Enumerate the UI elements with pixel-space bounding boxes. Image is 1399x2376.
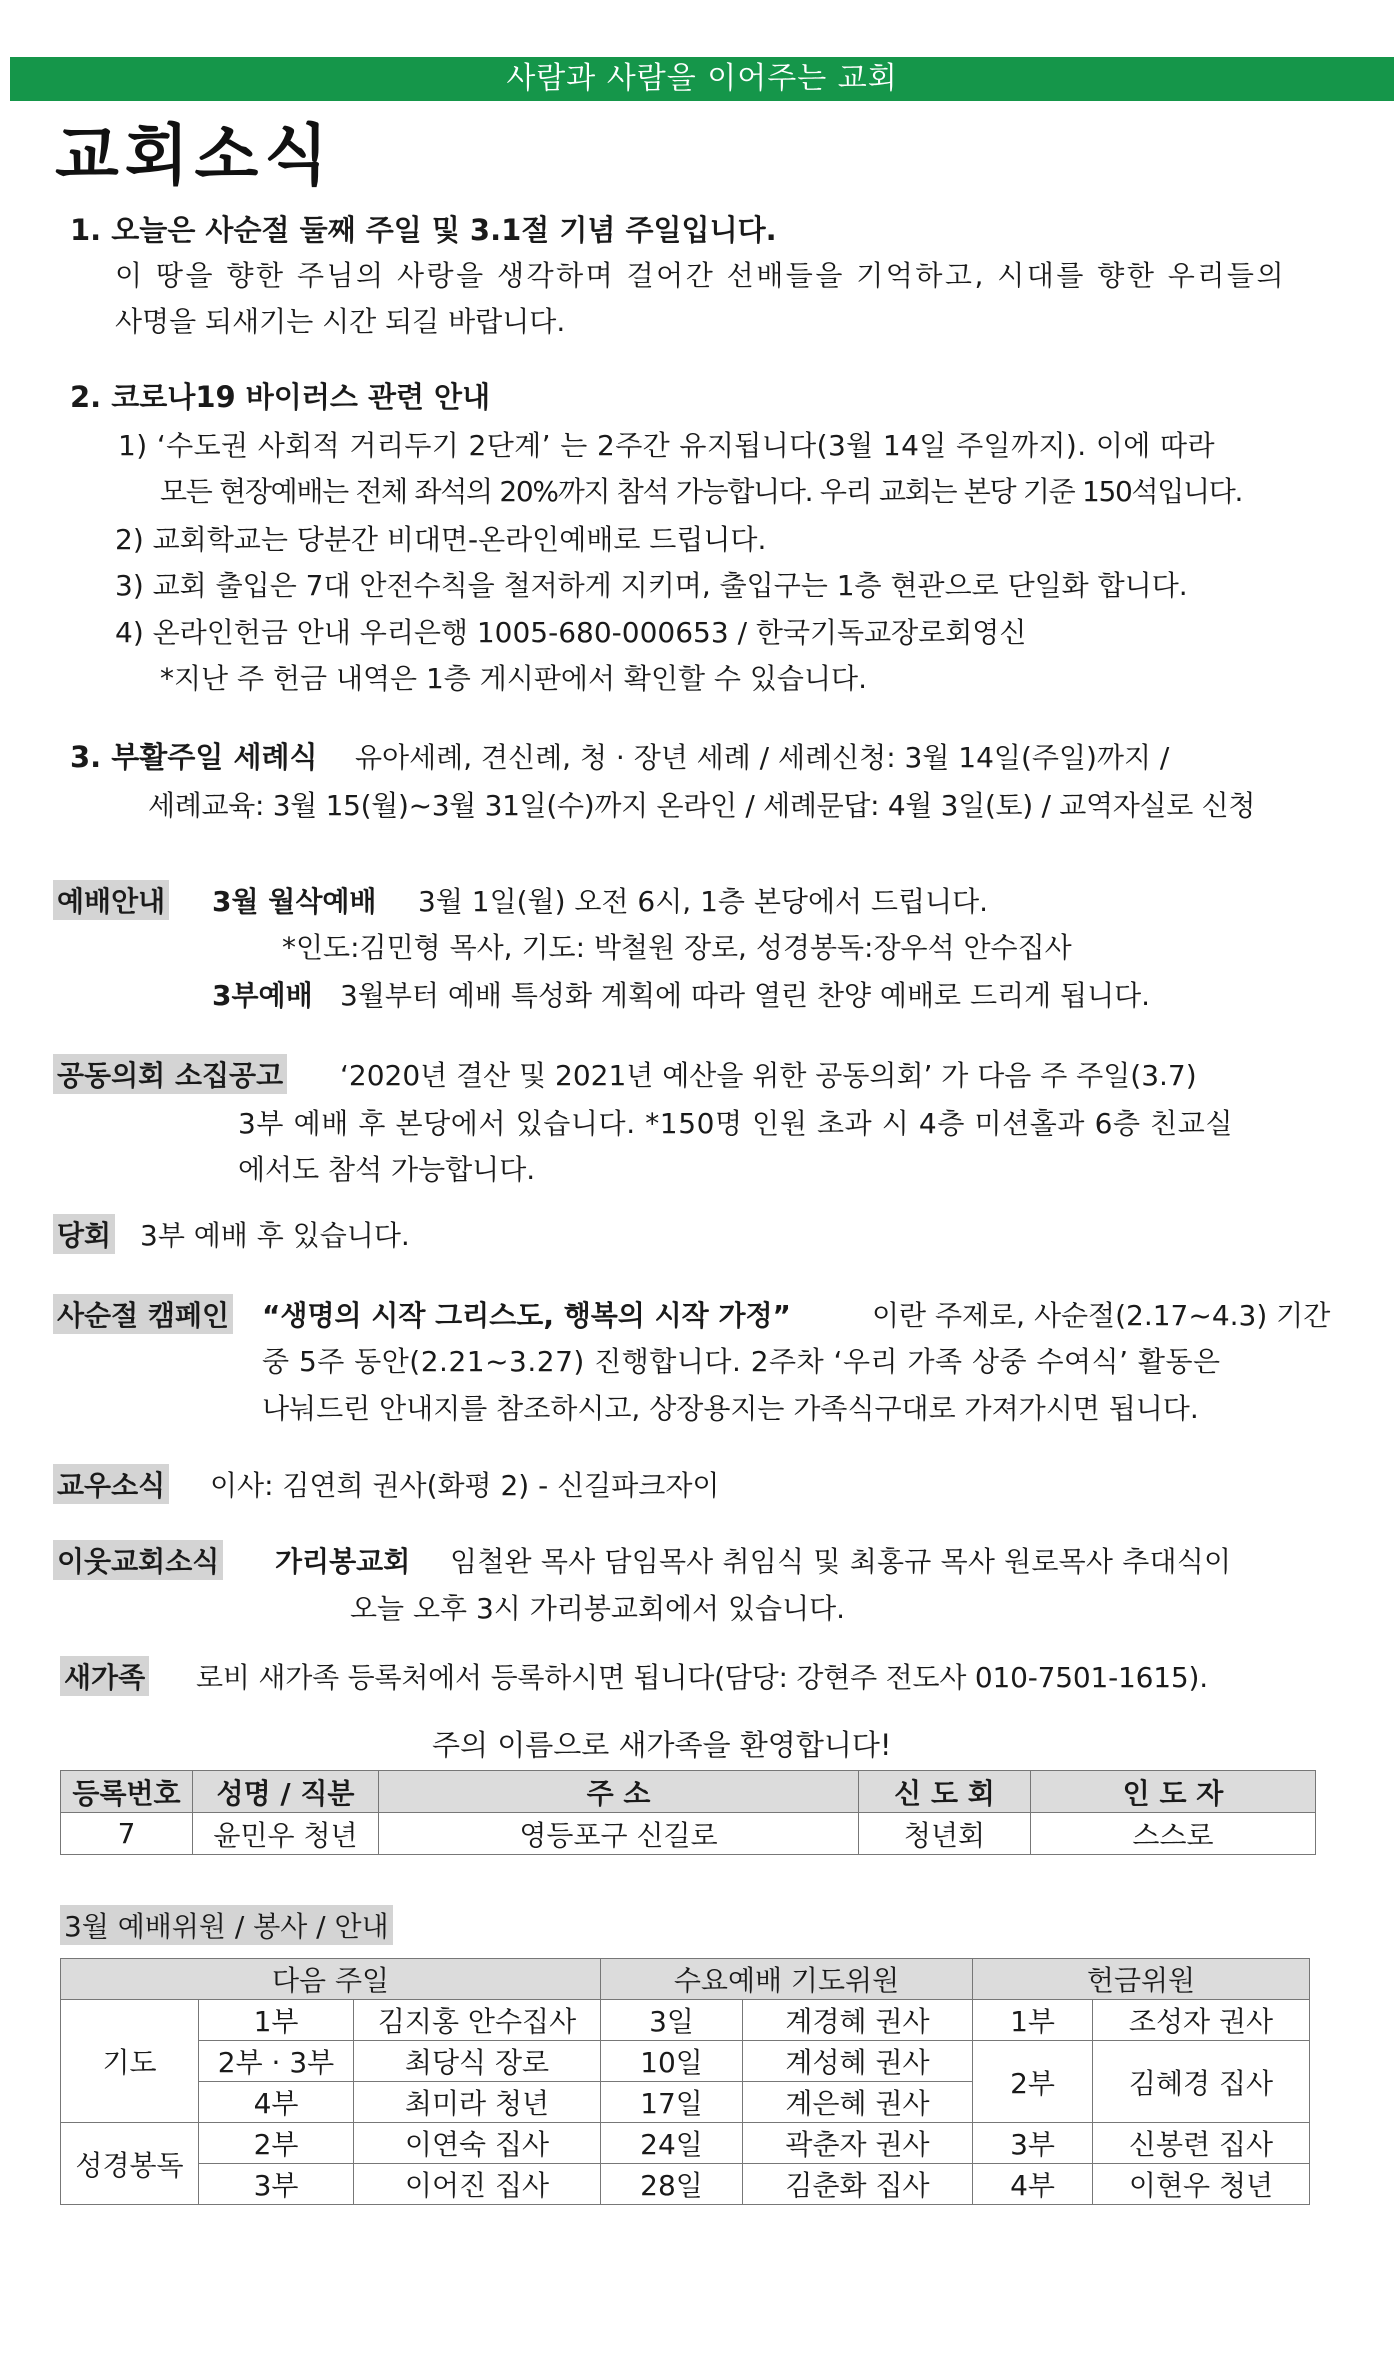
- neighbor-line2: 오늘 오후 3시 가리봉교회에서 있습니다.: [350, 1592, 846, 1625]
- worship-line3: 3월부터 예배 특성화 계획에 따라 열린 찬양 예배로 드리게 됩니다.: [340, 979, 1151, 1012]
- cell-reg-no: 7: [61, 1813, 193, 1855]
- next-part: 1부: [199, 2000, 354, 2041]
- wed-person: 계은혜 권사: [743, 2082, 973, 2123]
- worship-label: 예배안내: [53, 880, 169, 920]
- assembly-line2: 3부 예배 후 본당에서 있습니다. *150명 인원 초과 시 4층 미션홀과 6층 친교실: [238, 1107, 1234, 1140]
- table-header-row: [61, 1771, 1316, 1813]
- worship-sub2: 3부예배: [212, 979, 313, 1012]
- next-part: 3부: [199, 2164, 354, 2205]
- next-part: 4부: [199, 2082, 354, 2123]
- offering-person: 신봉련 집사: [1093, 2123, 1310, 2164]
- assembly-line1: ‘2020년 결산 및 2021년 예산을 위한 공동의회’ 가 다음 주 주일(3.7): [340, 1059, 1197, 1092]
- worship-sub1: 3월 월삭예배: [212, 885, 377, 918]
- newfamily-label: 새가족: [60, 1656, 149, 1696]
- next-person: 이연숙 집사: [354, 2123, 601, 2164]
- neighbor-label: 이웃교회소식: [53, 1540, 223, 1580]
- member-news-label: 교우소식: [53, 1464, 169, 1504]
- header-group: 신 도 회: [859, 1771, 1031, 1813]
- offering-person: 김혜경 집사: [1093, 2041, 1310, 2123]
- table-row: [61, 2164, 1310, 2205]
- wed-date: 24일: [601, 2123, 743, 2164]
- table-row: [61, 2041, 1310, 2082]
- wed-date: 28일: [601, 2164, 743, 2205]
- section1-heading: 1. 오늘은 사순절 둘째 주일 및 3.1절 기념 주일입니다.: [70, 213, 777, 247]
- offering-person: 이현우 청년: [1093, 2164, 1310, 2205]
- header-guide: 인 도 자: [1031, 1771, 1316, 1813]
- wed-person: 김춘화 집사: [743, 2164, 973, 2205]
- header-address: 주 소: [379, 1771, 859, 1813]
- table-row: [61, 1813, 1316, 1855]
- newfamily-table: [60, 1770, 1316, 1855]
- page-title: 교회소식: [55, 116, 335, 194]
- offering-part: 2부: [973, 2041, 1093, 2123]
- section1-line2: 사명을 되새기는 시간 되길 바랍니다.: [115, 305, 566, 338]
- neighbor-sub: 가리봉교회: [275, 1545, 411, 1578]
- section2-item3: 3) 교회 출입은 7대 안전수칙을 철저하게 지키며, 출입구는 1층 현관으로 단일화 합니다.: [115, 569, 1188, 602]
- header-name: 성명 / 직분: [193, 1771, 379, 1813]
- march-table: [60, 1958, 1310, 2205]
- lent-line3: 나눠드린 안내지를 참조하시고, 상장용지는 가족식구대로 가져가시면 됩니다.: [262, 1392, 1199, 1425]
- section3-line1: 유아세례, 견신례, 청 · 장년 세례 / 세례신청: 3월 14일(주일)까지 /: [355, 741, 1170, 774]
- assembly-line3: 에서도 참석 가능합니다.: [238, 1153, 536, 1186]
- section2-item4-note: *지난 주 헌금 내역은 1층 게시판에서 확인할 수 있습니다.: [160, 662, 867, 695]
- neighbor-line1: 임철완 목사 담임목사 취임식 및 최홍규 목사 원로목사 추대식이: [450, 1545, 1232, 1578]
- section2-item4: 4) 온라인헌금 안내 우리은행 1005-680-000653 / 한국기독교장로회영신: [115, 616, 1027, 649]
- section2-item1a: 1) ‘수도권 사회적 거리두기 2단계’ 는 2주간 유지됩니다(3월 14일 주일까지). 이에 따라: [118, 429, 1215, 462]
- lent-line2: 중 5주 동안(2.21~3.27) 진행합니다. 2주차 ‘우리 가족 상중 수여식’ 활동은: [262, 1345, 1221, 1378]
- cell-address: 영등포구 신길로: [379, 1813, 859, 1855]
- wed-person: 계성혜 권사: [743, 2041, 973, 2082]
- session-text: 3부 예배 후 있습니다.: [140, 1219, 410, 1252]
- member-news-text: 이사: 김연희 권사(화평 2) - 신길파크자이: [210, 1469, 720, 1502]
- worship-line2: *인도:김민형 목사, 기도: 박철원 장로, 성경봉독:장우석 안수집사: [282, 931, 1072, 964]
- next-person: 이어진 집사: [354, 2164, 601, 2205]
- lent-label: 사순절 캠페인: [53, 1294, 233, 1334]
- table-row: [61, 2123, 1310, 2164]
- section3-heading: 3. 부활주일 세례식: [70, 740, 318, 774]
- section2-item1b: 모든 현장예배는 전체 좌석의 20%까지 참석 가능합니다. 우리 교회는 본당 기준 150석입니다.: [160, 475, 1243, 508]
- section2-item2: 2) 교회학교는 당분간 비대면-온라인예배로 드립니다.: [115, 523, 767, 556]
- next-person: 최당식 장로: [354, 2041, 601, 2082]
- offering-part: 1부: [973, 2000, 1093, 2041]
- newfamily-welcome: 주의 이름으로 새가족을 환영합니다!: [432, 1728, 892, 1762]
- header-banner: 사람과 사람을 이어주는 교회: [10, 57, 1394, 101]
- wed-person: 곽춘자 권사: [743, 2123, 973, 2164]
- prayer-label: 기도: [61, 2000, 199, 2123]
- cell-guide: 스스로: [1031, 1813, 1316, 1855]
- table-header-row: [61, 1959, 1310, 2000]
- next-part: 2부: [199, 2123, 354, 2164]
- section3-line2: 세례교육: 3월 15(월)~3월 31일(수)까지 온라인 / 세례문답: 4월 3일(토) / 교역자실로 신청: [148, 789, 1256, 822]
- lent-line1: 이란 주제로, 사순절(2.17~4.3) 기간: [872, 1299, 1331, 1332]
- header-wednesday: 수요예배 기도위원: [601, 1959, 973, 2000]
- wed-person: 계경혜 권사: [743, 2000, 973, 2041]
- section1-line1: 이 땅을 향한 주님의 사랑을 생각하며 걸어간 선배들을 기억하고, 시대를 향한 우리들의: [115, 259, 1286, 292]
- next-person: 김지홍 안수집사: [354, 2000, 601, 2041]
- header-reg-no: 등록번호: [61, 1771, 193, 1813]
- offering-part: 4부: [973, 2164, 1093, 2205]
- assembly-label: 공동의회 소집공고: [53, 1054, 287, 1094]
- march-label: 3월 예배위원 / 봉사 / 안내: [60, 1905, 393, 1945]
- header-offering: 헌금위원: [973, 1959, 1310, 2000]
- lent-quote: “생명의 시작 그리스도, 행복의 시작 가정”: [262, 1299, 791, 1332]
- offering-person: 조성자 권사: [1093, 2000, 1310, 2041]
- header-next-sunday: 다음 주일: [61, 1959, 601, 2000]
- cell-name: 윤민우 청년: [193, 1813, 379, 1855]
- reading-label: 성경봉독: [61, 2123, 199, 2205]
- next-person: 최미라 청년: [354, 2082, 601, 2123]
- next-part: 2부 · 3부: [199, 2041, 354, 2082]
- wed-date: 17일: [601, 2082, 743, 2123]
- newfamily-text: 로비 새가족 등록처에서 등록하시면 됩니다(담당: 강현주 전도사 010-7501-1615).: [196, 1661, 1208, 1694]
- session-label: 당회: [53, 1214, 115, 1254]
- section2-heading: 2. 코로나19 바이러스 관련 안내: [70, 380, 491, 414]
- wed-date: 3일: [601, 2000, 743, 2041]
- cell-group: 청년회: [859, 1813, 1031, 1855]
- wed-date: 10일: [601, 2041, 743, 2082]
- offering-part: 3부: [973, 2123, 1093, 2164]
- worship-line1: 3월 1일(월) 오전 6시, 1층 본당에서 드립니다.: [418, 885, 989, 918]
- table-row: [61, 2000, 1310, 2041]
